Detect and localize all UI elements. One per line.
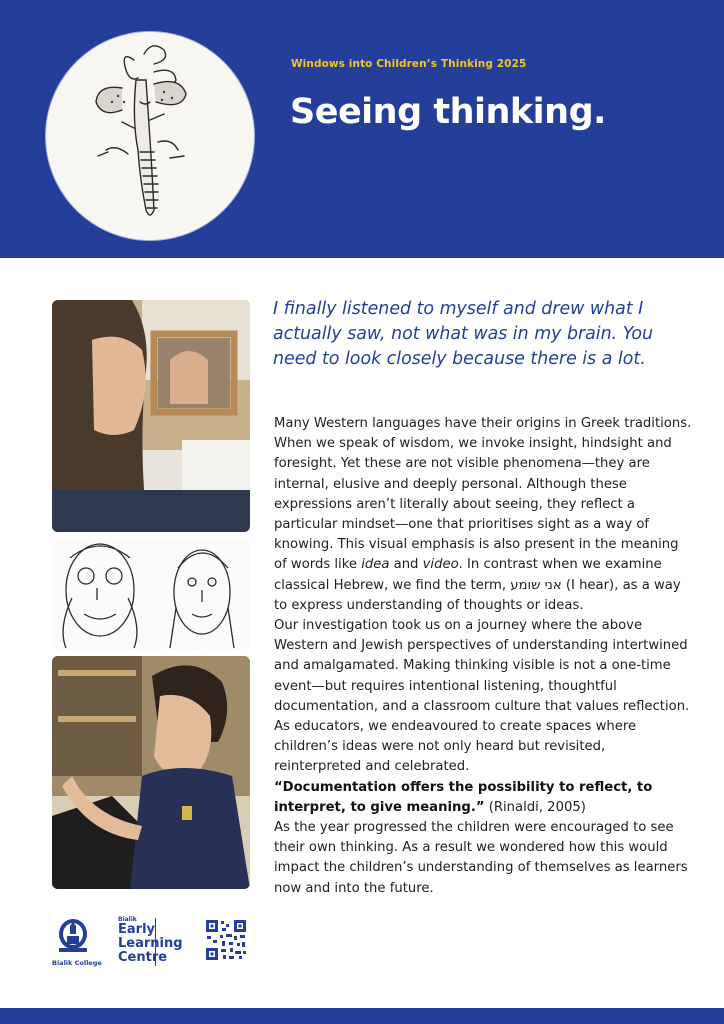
paragraph-investigation: Our investigation took us on a journey where the above Western and Jewish perspectives of understanding intertwined and amalgamated. Making thinking visible is not a one-time event—but requires intentional listening, thoughtful documentation, and a classroom culture that values reflection. As educators, we endeavoured to create spaces where children’s ideas were not only heard but revisited, reinterpreted and celebrated. bbox=[274, 618, 690, 775]
bialik-college-wordmark: Bialik College bbox=[52, 959, 102, 967]
photo-self-portrait-drawings bbox=[52, 538, 250, 650]
paragraph-text: (I hear), as a way to express understanding of thoughts or ideas. bbox=[274, 577, 681, 613]
child-quote: I finally listened to myself and drew what I actually saw, not what was in my brain. You need to look closely because there is a lot. bbox=[273, 299, 654, 369]
series-kicker: Windows into Children’s Thinking 2025 bbox=[291, 58, 527, 70]
photo-child-drawing-at-table bbox=[52, 656, 250, 889]
early-learning-centre-wordmark: Early Learning Centre bbox=[118, 922, 183, 965]
paragraph-text: . In contrast when we examine classical Hebrew, we find the term, bbox=[274, 557, 662, 593]
emphasis-video: video bbox=[422, 557, 459, 573]
elc-kicker: Bialik bbox=[118, 916, 137, 923]
paragraph-text: Many Western languages have their origins in Greek traditions. When we speak of wisdom, we invoke insight, hindsight and foresight. Yet these are not visible phenomena—they are internal, elusive and deeply personal. Although these expressions aren’t literally about seeing, they reflect a particular mindset—one that prioritises sight as a way of knowing. This visual emphasis is also present in the meaning of words like bbox=[274, 416, 692, 573]
photo-child-with-mirror bbox=[52, 300, 250, 532]
paragraph-text: and bbox=[389, 557, 423, 573]
header-banner bbox=[0, 0, 724, 258]
emphasis-idea: idea bbox=[361, 557, 390, 573]
paragraph-rinaldi-quote bbox=[274, 778, 694, 818]
hebrew-term: אני שומע bbox=[510, 577, 562, 593]
qr-code-icon[interactable] bbox=[204, 918, 248, 962]
paragraph-western-languages bbox=[274, 414, 694, 616]
article-body bbox=[274, 414, 694, 899]
rinaldi-citation: (Rinaldi, 2005) bbox=[484, 799, 586, 815]
page-title: Seeing thinking. bbox=[290, 92, 606, 132]
footer-logos bbox=[52, 914, 252, 970]
rinaldi-quote: “Documentation offers the possibility to reflect, to interpret, to give meaning.” bbox=[274, 779, 653, 815]
child-drawing-circle bbox=[46, 32, 254, 240]
paragraph-conclusion: As the year progressed the children were encouraged to see their own thinking. As a result we wondered how this would impact the children’s understanding of themselves as learners now and into the future. bbox=[274, 820, 688, 896]
footer-bar bbox=[0, 1008, 724, 1024]
flower-drawing-illustration bbox=[46, 32, 254, 240]
